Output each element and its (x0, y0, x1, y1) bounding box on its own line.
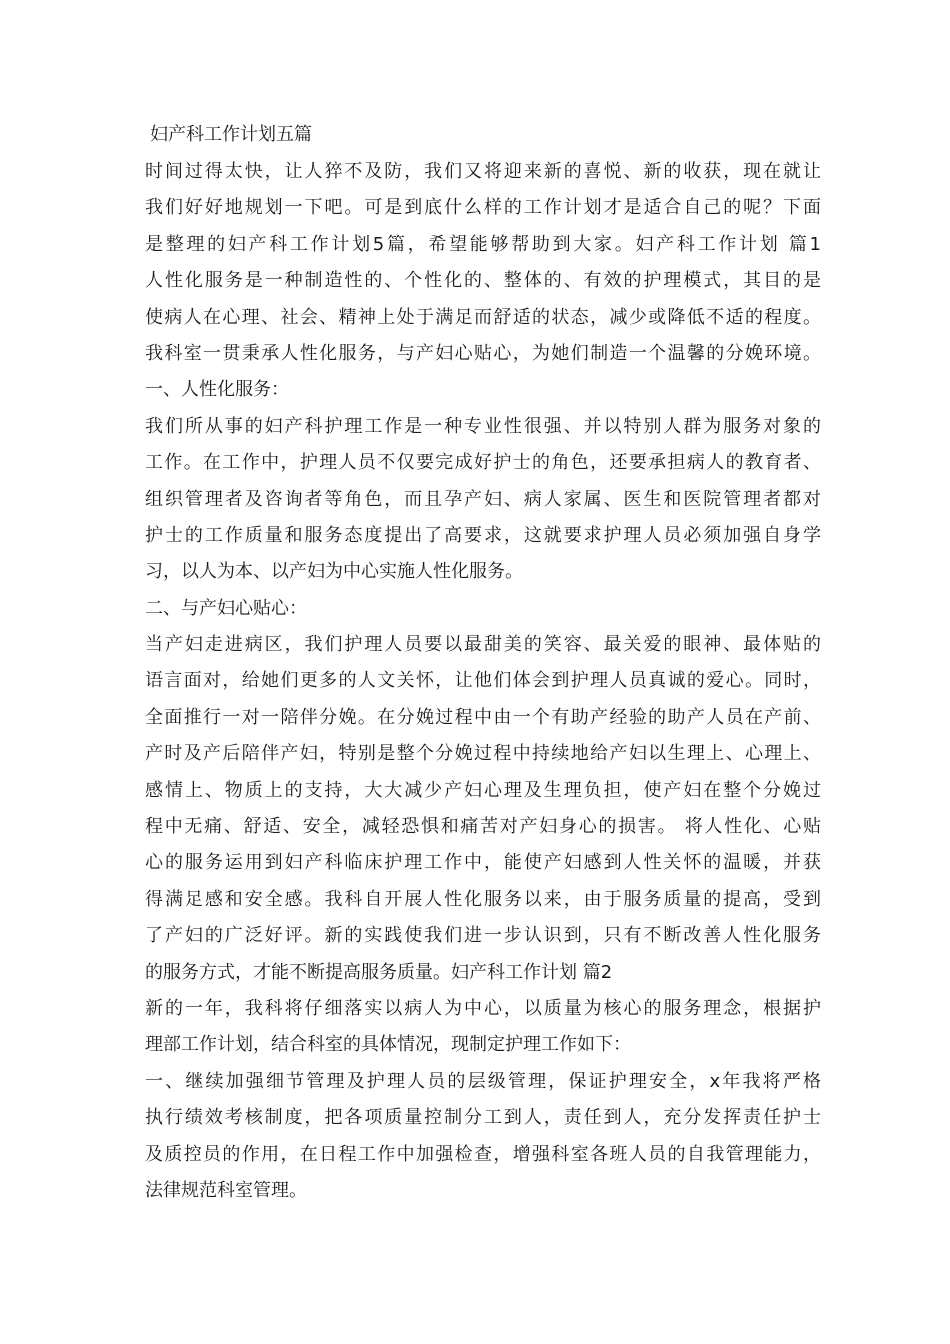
document-body (145, 154, 821, 1209)
paragraph-line: 执行绩效考核制度，把各项质量控制分工到人，责任到人，充分发挥责任护士 (145, 1107, 821, 1129)
paragraph-line: 一、继续加强细节管理及护理人员的层级管理，保证护理安全，x年我将严格 (145, 1070, 821, 1092)
paragraph-line: 人性化服务是一种制造性的、个性化的、整体的、有效的护理模式，其目的是 (145, 270, 821, 292)
paragraph-line: 我们所从事的妇产科护理工作是一种专业性很强、并以特别人群为服务对象的 (145, 415, 821, 437)
paragraph-line: 全面推行一对一陪伴分娩。在分娩过程中由一个有助产经验的助产人员在产前、 (145, 706, 821, 728)
paragraph-line: 感情上、物质上的支持，大大减少产妇心理及生理负担，使产妇在整个分娩过 (145, 779, 821, 801)
paragraph-line: 使病人在心理、社会、精神上处于满足而舒适的状态，减少或降低不适的程度。 (145, 306, 821, 328)
paragraph-line: 程中无痛、舒适、安全，减轻恐惧和痛苦对产妇身心的损害。 将人性化、心贴 (145, 816, 821, 838)
paragraph-line: 当产妇走进病区，我们护理人员要以最甜美的笑容、最关爱的眼神、最体贴的 (145, 634, 821, 656)
paragraph-line: 我科室一贯秉承人性化服务，与产妇心贴心，为她们制造一个温馨的分娩环境。 (145, 342, 821, 364)
paragraph-line: 语言面对，给她们更多的人文关怀，让他们体会到护理人员真诚的爱心。同时， (145, 670, 821, 692)
paragraph-line: 了产妇的广泛好评。新的实践使我们进一步认识到，只有不断改善人性化服务 (145, 925, 821, 947)
document-title: 妇产科工作计划五篇 (150, 124, 312, 145)
paragraph-line: 是整理的妇产科工作计划5篇，希望能够帮助到大家。妇产科工作计划 篇1 (145, 233, 821, 255)
paragraph-line: 工作。在工作中，护理人员不仅要完成好护士的角色，还要承担病人的教育者、 (145, 452, 821, 474)
paragraph-line: 我们好好地规划一下吧。可是到底什么样的工作计划才是适合自己的呢？下面 (145, 197, 821, 219)
paragraph-line: 时间过得太快，让人猝不及防，我们又将迎来新的喜悦、新的收获，现在就让 (145, 161, 821, 182)
paragraph-line: 护士的工作质量和服务态度提出了高要求，这就要求护理人员必须加强自身学 (145, 524, 821, 546)
paragraph-line: 的服务方式，才能不断提高服务质量。妇产科工作计划 篇2 (145, 961, 613, 983)
section-heading: 一、人性化服务： (145, 379, 289, 401)
section-heading: 二、与产妇心贴心： (145, 597, 307, 619)
paragraph-line: 法律规范科室管理。 (145, 1179, 307, 1201)
paragraph-line: 习，以人为本、以产妇为中心实施人性化服务。 (145, 561, 523, 583)
paragraph-line: 组织管理者及咨询者等角色，而且孕产妇、病人家属、医生和医院管理者都对 (145, 488, 821, 510)
paragraph-line: 产时及产后陪伴产妇，特别是整个分娩过程中持续地给产妇以生理上、心理上、 (145, 743, 821, 765)
paragraph-line: 得满足感和安全感。我科自开展人性化服务以来，由于服务质量的提高，受到 (145, 888, 821, 910)
paragraph-line: 及质控员的作用，在日程工作中加强检查，增强科室各班人员的自我管理能力， (145, 1143, 821, 1165)
paragraph-line: 新的一年，我科将仔细落实以病人为中心，以质量为核心的服务理念，根据护 (145, 997, 821, 1019)
paragraph-line: 理部工作计划，结合科室的具体情况，现制定护理工作如下： (145, 1034, 631, 1056)
paragraph-line: 心的服务运用到妇产科临床护理工作中，能使产妇感到人性关怀的温暖，并获 (145, 852, 821, 874)
